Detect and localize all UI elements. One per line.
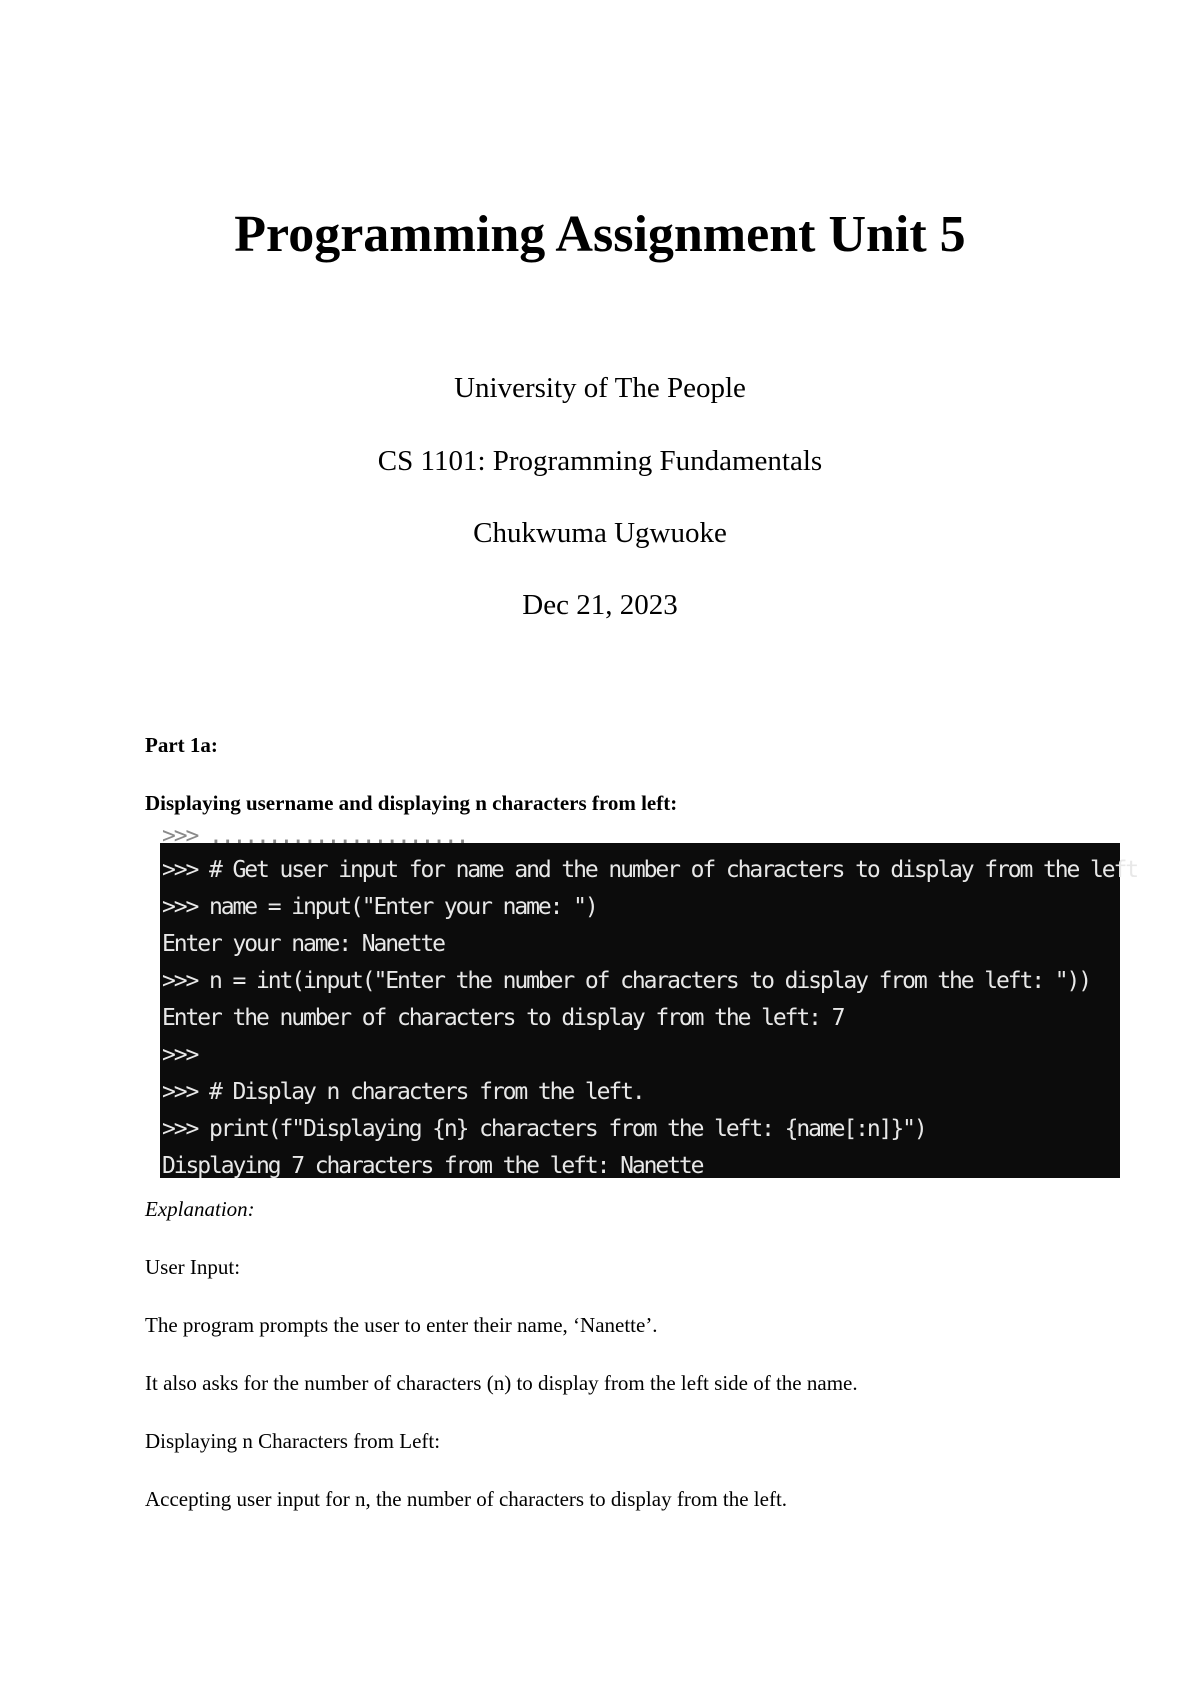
terminal-line: Enter the number of characters to display from the left: 7 xyxy=(162,1005,844,1031)
explanation-line: It also asks for the number of characters (n) to display from the left side of the name. xyxy=(145,1371,858,1395)
terminal-screenshot xyxy=(160,823,1138,1179)
page-title: Programming Assignment Unit 5 xyxy=(234,206,966,263)
terminal-line: >>> # Get user input for name and the number of characters to display from the left xyxy=(162,857,1138,883)
university-name: University of The People xyxy=(454,372,746,404)
terminal-line: >>> xyxy=(162,1042,198,1068)
explanation-line: Displaying n Characters from Left: xyxy=(145,1429,441,1453)
terminal-line: >>> # Display n characters from the left. xyxy=(162,1079,644,1105)
part-heading: Part 1a: xyxy=(145,733,218,757)
explanation-line: Accepting user input for n, the number of characters to display from the left. xyxy=(145,1487,788,1511)
document-date: Dec 21, 2023 xyxy=(522,589,678,621)
terminal-cutoff-line: >>> ...................... xyxy=(162,823,468,849)
terminal-line: Displaying 7 characters from the left: Nanette xyxy=(162,1153,703,1179)
explanation-line: User Input: xyxy=(145,1255,241,1279)
terminal-line: >>> n = int(input("Enter the number of characters to display from the left: ")) xyxy=(162,968,1091,994)
terminal-line: >>> print(f"Displaying {n} characters from the left: {name[:n]}") xyxy=(162,1116,926,1142)
explanation-label: Explanation: xyxy=(145,1197,255,1221)
terminal-line: >>> name = input("Enter your name: ") xyxy=(162,894,597,920)
explanation-line: The program prompts the user to enter their name, ‘Nanette’. xyxy=(145,1313,658,1337)
author-name: Chukwuma Ugwuoke xyxy=(473,517,727,549)
part-subheading: Displaying username and displaying n characters from left: xyxy=(145,791,678,815)
course-name: CS 1101: Programming Fundamentals xyxy=(377,445,823,477)
terminal-line: Enter your name: Nanette xyxy=(162,931,444,957)
